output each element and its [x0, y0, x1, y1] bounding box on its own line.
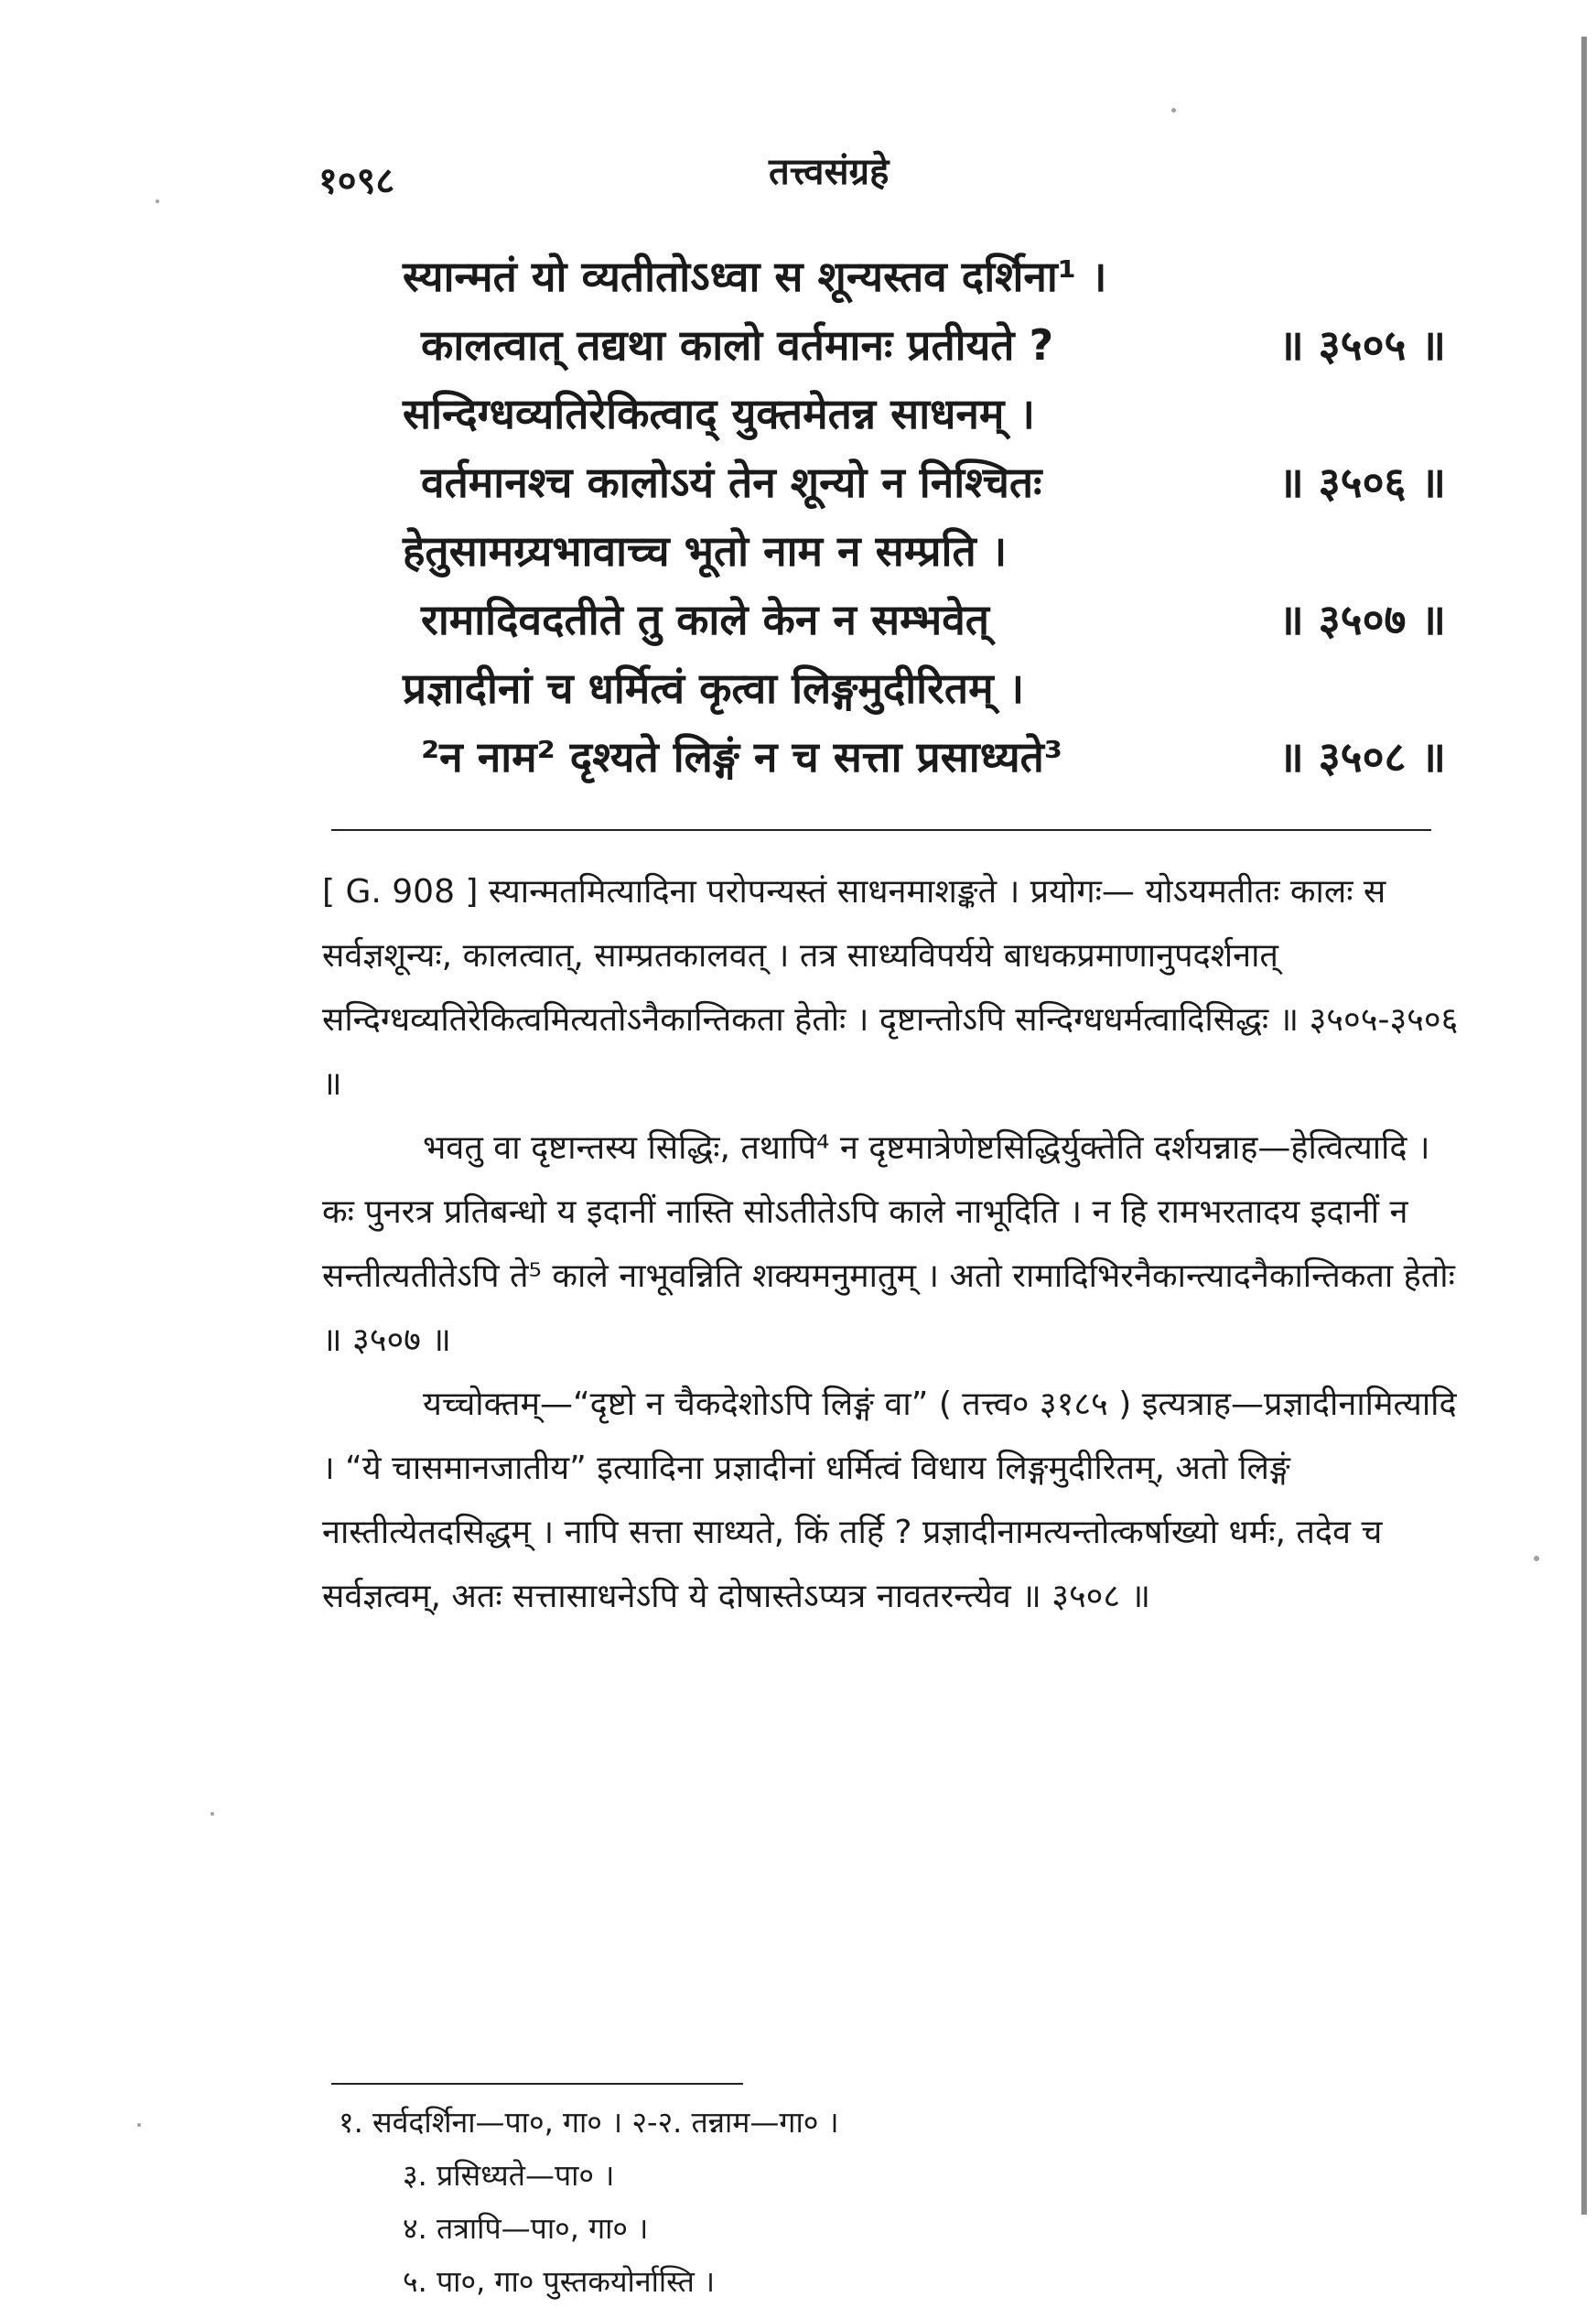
verse-line [403, 311, 1446, 380]
verse-line [403, 243, 1446, 311]
footnote: १. सर्वदर्शिना—पा०, गा० । २-२. तन्नाम—गा० । [339, 2105, 839, 2140]
verse-text: रामादिवदतीते तु काले केन न सम्भवेत् [421, 595, 989, 644]
page-number: १०९८ [318, 160, 395, 202]
verse-block [403, 243, 1446, 792]
footnotes [339, 2096, 1455, 2308]
footnote: ३. प्रसिध्यते—पा० । [403, 2158, 615, 2193]
commentary-paragraph: [ G. 908 ] स्यान्मतमित्यादिना परोपन्यस्तं साधनमाशङ्कते । प्रयोगः— योऽयमतीतः कालः स सर्वज्ञशून्यः, कालत्वात्, साम्प्रतकालवत् । तत्र साध्यविपर्यये बाधकप्रमाणानुपदर्शनात् सन्दिग्धव्यतिरेकित्वमित्यतोऽनैकान्तिकता हेतोः । दृष्टान्तोऽपि सन्दिग्धधर्मत्वादिसिद्धः ॥ ३५०५-३५०६ ॥ [322, 873, 1459, 1103]
scan-speck [210, 1812, 214, 1816]
commentary-paragraph: भवतु वा दृष्टान्तस्य सिद्धिः, तथापि⁴ न दृष्टमात्रेणेष्टसिद्धिर्युक्तेति दर्शयन्नाह—हेत्वित्यादि । कः पुनरत्र प्रतिबन्धो य इदानीं नास्ति सोऽतीतेऽपि काले नाभूदिति । न हि रामभरतादय इदानीं न सन्तीत्यतीतेऽपि ते⁵ काले नाभूवन्निति शक्यमनुमातुम् । अतो रामादिभिरनैकान्त्यादनैकान्तिकता हेतोः ॥ ३५०७ ॥ [322, 1129, 1455, 1359]
footnote: ४. तत्रापि—पा०, गा० । [403, 2211, 649, 2246]
section-divider [331, 829, 1431, 831]
running-title: तत्त्वसंग्रहे [769, 151, 890, 193]
page-edge-shadow [1581, 37, 1587, 2215]
verse-line [403, 654, 1446, 723]
verse-line [403, 517, 1446, 586]
verse-text: सन्दिग्धव्यतिरेकित्वाद् युक्तमेतन्न साधनम् । [403, 389, 1035, 438]
commentary-paragraph: यच्चोक्तम्—“दृष्टो न चैकदेशोऽपि लिङ्गं वा” ( तत्त्व० ३१८५ ) इत्यत्राह—प्रज्ञादीनामित्यादि । “ये चासमानजातीय” इत्यादिना प्रज्ञादीनां धर्मित्वं विधाय लिङ्गमुदीरितम्, अतो लिङ्गं नास्तीत्येतदसिद्धम् । नापि सत्ता साध्यते, किं तर्हि ? प्रज्ञादीनामत्यन्तोत्कर्षाख्यो धर्मः, तदेव च सर्वज्ञत्वम्, अतः सत्तासाधनेऽपि ये दोषास्तेऽप्यत्र नावतरन्त्येव ॥ ३५०८ ॥ [322, 1386, 1457, 1615]
scan-speck [1171, 108, 1176, 113]
scan-speck [156, 200, 159, 203]
scan-speck [1534, 1556, 1539, 1561]
verse-number: ॥ ३५०६ ॥ [1278, 458, 1446, 507]
verse-text: हेतुसामग्र्यभावाच्च भूतो नाम न सम्प्रति । [403, 526, 1008, 576]
scan-speck [137, 2123, 141, 2127]
footnote: ५. पा०, गा० पुस्तकयोर्नास्ति । [403, 2264, 716, 2299]
verse-text: कालत्वात् तद्यथा कालो वर्तमानः प्रतीयते ? [421, 320, 1054, 370]
verse-line [403, 448, 1446, 517]
verse-number: ॥ ३५०८ ॥ [1278, 732, 1446, 782]
verse-number: ॥ ३५०७ ॥ [1278, 595, 1446, 644]
verse-text: स्यान्मतं यो व्यतीतोऽध्वा स शून्यस्तव दर्शिना¹ । [403, 252, 1107, 301]
verse-text: वर्तमानश्च कालोऽयं तेन शून्यो न निश्चितः [421, 458, 1042, 507]
verse-number: ॥ ३५०५ ॥ [1278, 320, 1446, 370]
commentary-block [322, 860, 1466, 1629]
verse-line [403, 380, 1446, 448]
verse-line [403, 586, 1446, 654]
verse-text: प्रज्ञादीनां च धर्मित्वं कृत्वा लिङ्गमुदीरितम् । [403, 663, 1025, 713]
verse-line [403, 723, 1446, 792]
footnote-divider [331, 2083, 743, 2085]
verse-text: ²न नाम² दृश्यते लिङ्गं न च सत्ता प्रसाध्यते³ [421, 732, 1063, 782]
